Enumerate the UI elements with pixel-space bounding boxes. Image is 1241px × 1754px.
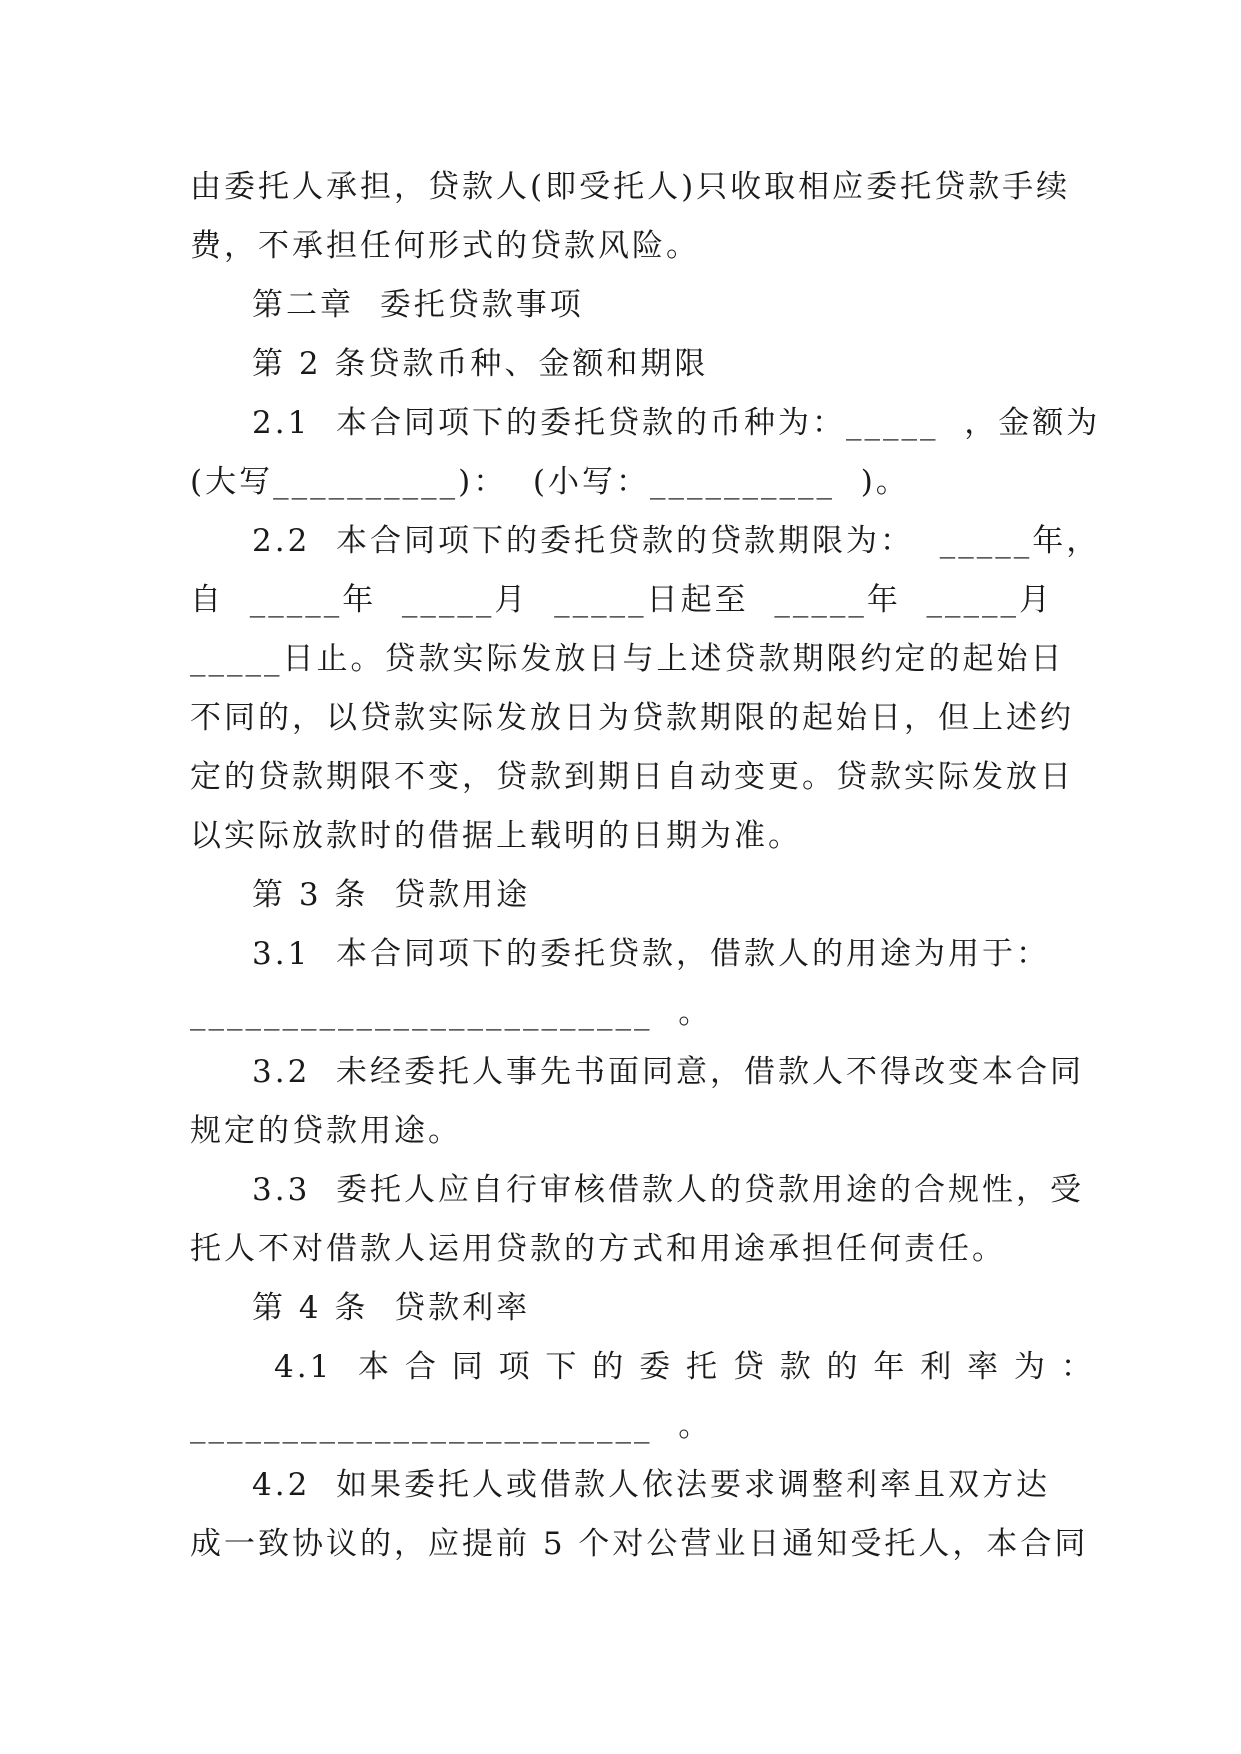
text-line: 4.1 本 合 同 项 下 的 委 托 贷 款 的 年 利 率 为 ： bbox=[274, 1349, 1095, 1385]
text-line: 2.1 本合同项下的委托贷款的币种为：_____ ，金额为 bbox=[252, 405, 1101, 441]
text-line: 费，不承担任何形式的贷款风险。 bbox=[190, 228, 700, 264]
article-heading: 第 2 条贷款币种、金额和期限 bbox=[252, 346, 709, 382]
text-line: 2.2 本合同项下的委托贷款的贷款期限为： _____年， bbox=[252, 523, 1101, 559]
text-line: 定的贷款期限不变，贷款到期日自动变更。贷款实际发放日 bbox=[190, 759, 1074, 795]
text-line: _____日止。贷款实际发放日与上述贷款期限约定的起始日 bbox=[190, 641, 1065, 677]
article-heading: 第 4 条 贷款利率 bbox=[252, 1290, 531, 1326]
text-line: 3.1 本合同项下的委托贷款，借款人的用途为用于： bbox=[252, 936, 1051, 972]
text-line: 成一致协议的，应提前 5 个对公营业日通知受托人，本合同 bbox=[190, 1526, 1089, 1562]
text-line: 以实际放款时的借据上载明的日期为准。 bbox=[190, 818, 802, 854]
text-line: 3.3 委托人应自行审核借款人的贷款用途的合规性，受 bbox=[252, 1172, 1085, 1208]
text-line: 由委托人承担，贷款人(即受托人)只收取相应委托贷款手续 bbox=[190, 169, 1071, 205]
text-line: 自 _____年 _____月 _____日起至 _____年 _____月 bbox=[190, 582, 1054, 618]
text-line: 托人不对借款人运用贷款的方式和用途承担任何责任。 bbox=[190, 1231, 1006, 1267]
text-line: 规定的贷款用途。 bbox=[190, 1113, 462, 1149]
blank-line: _________________________ 。 bbox=[190, 995, 713, 1031]
document-page bbox=[190, 158, 1101, 1574]
text-line: 不同的，以贷款实际发放日为贷款期限的起始日，但上述约 bbox=[190, 700, 1074, 736]
text-line: 4.2 如果委托人或借款人依法要求调整利率且双方达 bbox=[252, 1467, 1051, 1503]
text-line: 3.2 未经委托人事先书面同意，借款人不得改变本合同 bbox=[252, 1054, 1085, 1090]
text-line: (大写__________)： (小写：__________ )。 bbox=[190, 464, 910, 500]
blank-line: _________________________ 。 bbox=[190, 1408, 713, 1444]
chapter-heading: 第二章 委托贷款事项 bbox=[252, 287, 584, 323]
article-heading: 第 3 条 贷款用途 bbox=[252, 877, 531, 913]
